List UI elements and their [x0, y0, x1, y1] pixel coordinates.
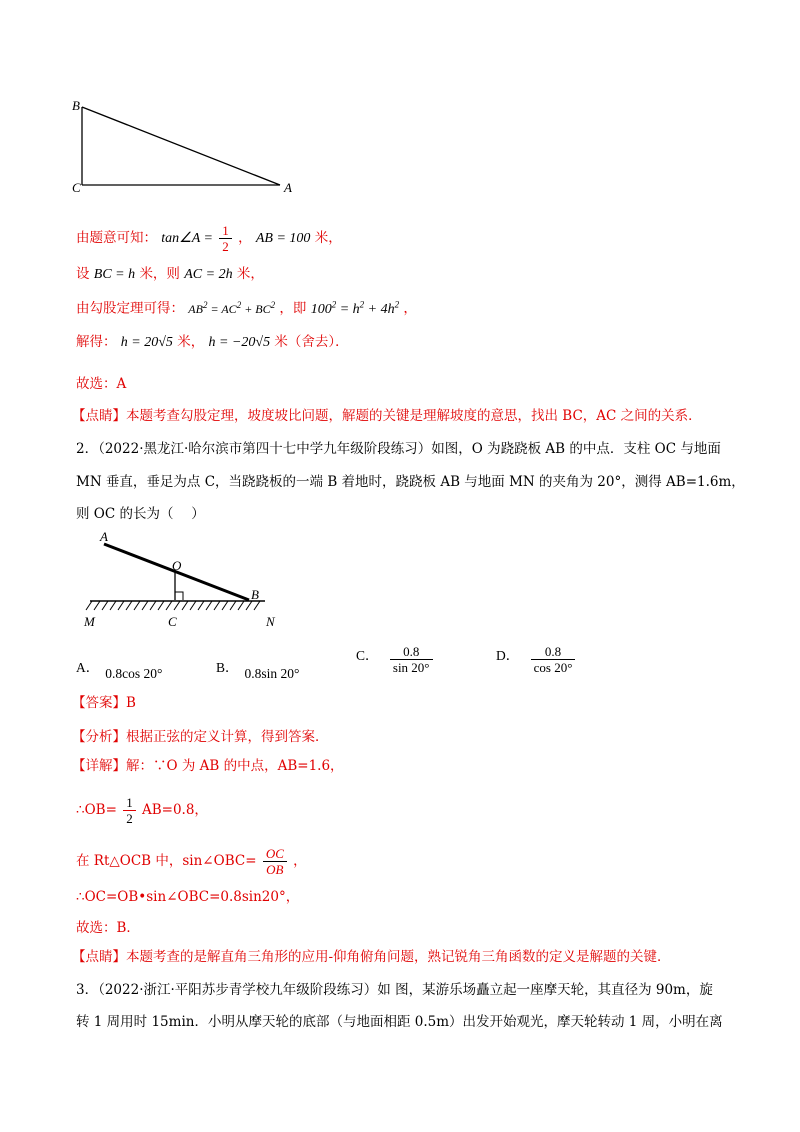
fraction-one-half: $\frac{1}{2}$: [219, 223, 232, 254]
q1-line1: 由题意可知： tan∠A = $\frac{1}{2}$ ， AB = 100 米，: [76, 223, 342, 254]
q2-comment: 【点睛】本题考查的是解直角三角形的应用-仰角俯角问题，熟记锐角三角函数的定义是解题的关键．: [72, 949, 671, 965]
label-b-seesaw: B: [251, 587, 259, 602]
q2-detail4: ∴OC=OB•sin∠OBC=0.8sin20°，: [76, 889, 300, 905]
option-c-fraction: $\frac{0.8}{\sin 20^\circ}$: [390, 644, 433, 675]
label-b: B: [72, 98, 80, 113]
q1-line2: 设 BC = h 米，则 AC = 2h 米，: [76, 266, 264, 282]
option-c[interactable]: C． $\frac{0.8}{\sin 20^\circ}$: [356, 644, 435, 675]
seesaw-figure: [80, 528, 290, 623]
label-c: C: [72, 180, 81, 195]
label-a: A: [284, 180, 292, 195]
label-m: M: [84, 614, 95, 629]
q2-stem-line1: 2．（2022·黑龙江·哈尔滨市第四十七中学九年级阶段练习）如图，O 为跷跷板 AB 的中点．支柱 OC 与地面: [76, 441, 721, 457]
ground-hatching: [86, 601, 260, 610]
option-a[interactable]: A． 0.8cos 20°: [76, 660, 163, 681]
q1-answer: 故选：A: [76, 376, 127, 392]
label-c-seesaw: C: [168, 614, 177, 629]
label-a-seesaw: A: [100, 529, 108, 544]
q2-answer: 【答案】B: [72, 695, 136, 711]
q1-comment: 【点睛】本题考查勾股定理，坡度坡比问题，解题的关键是理解坡度的意思，找出 BC，AC 之间的关系．: [72, 408, 702, 424]
q1-line3: 由勾股定理可得： $AB^2 = AC^2 + BC^2$ ，即 $100^2 = h^2 + 4h^2$ ，: [76, 299, 417, 317]
fraction-half-q2: $\frac{1}{2}$: [123, 795, 136, 826]
q1-line4: 解得： h = 20√5 米， h = −20√5 米（舍去）．: [76, 334, 349, 350]
label-o: O: [172, 558, 182, 573]
option-d[interactable]: D． $\frac{0.8}{\cos 20^\circ}$: [496, 644, 577, 675]
option-b[interactable]: B． 0.8sin 20°: [216, 660, 300, 681]
side-ab: [82, 107, 280, 185]
fraction-oc-ob: $\frac{OC}{OB}$: [263, 846, 287, 877]
q2-stem-line3: 则 OC 的长为（ ）: [76, 506, 205, 522]
q3-stem-line2: 转 1 周用时 15min．小明从摩天轮的底部（与地面相距 0.5m）出发开始观光，摩天轮转动 1 周，小明在离: [76, 1014, 723, 1030]
q2-analysis: 【分析】根据正弦的定义计算，得到答案．: [72, 729, 329, 745]
label-n: N: [266, 614, 275, 629]
q2-detail1: 【详解】解：∵O 为 AB 的中点，AB=1.6，: [72, 758, 344, 774]
q2-detail2: ∴OB= $\frac{1}{2}$ AB=0.8，: [76, 795, 208, 826]
q3-stem-line1: 3．（2022·浙江·平阳苏步青学校九年级阶段练习）如 图，某游乐场矗立起一座摩天轮，其直径为 90m，旋: [76, 982, 713, 998]
triangle-figure: [66, 95, 306, 200]
q2-choice: 故选：B．: [76, 920, 140, 936]
q2-stem-line2: MN 垂直，垂足为点 C，当跷跷板的一端 B 着地时，跷跷板 AB 与地面 MN 的夹角为 20°，测得 AB=1.6m，: [76, 474, 745, 490]
option-d-fraction: $\frac{0.8}{\cos 20^\circ}$: [531, 644, 576, 675]
q2-detail3: 在 Rt△OCB 中，sin∠OBC= $\frac{OC}{OB}$ ，: [76, 846, 307, 877]
right-angle-mark: [175, 592, 183, 600]
